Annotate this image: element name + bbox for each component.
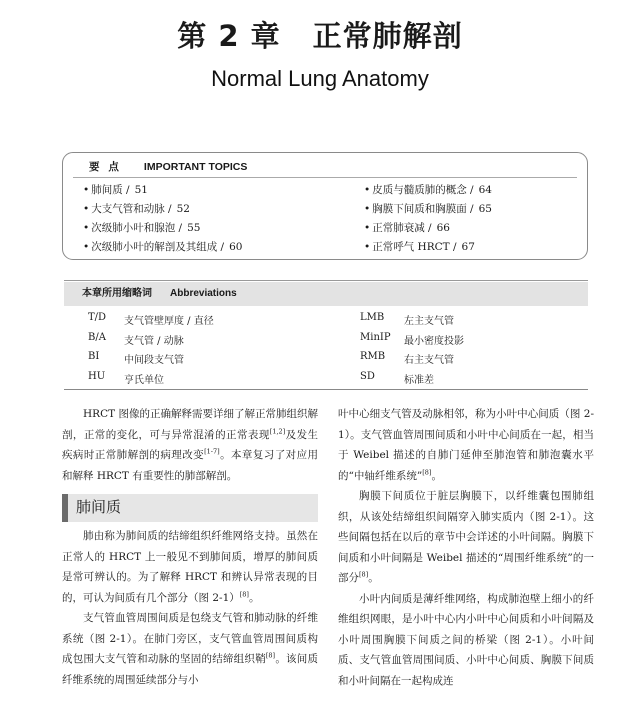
abbreviations-top-rule [64, 280, 588, 281]
topic-item: • 胸膜下间质和胸膜面 / 65 [364, 202, 492, 215]
abbreviations-heading-en: Abbreviations [170, 288, 237, 299]
body-paragraph: 胸膜下间质位于脏层胸膜下，以纤维囊包围肺组织，从该处结缔组织间隔穿入肺实质内（图 2-1）。这些间隔包括在以后的章节中会详述的小叶间隔。胸膜下间质和小叶间隔是 Weibel 描述的“周围纤维系统”的一部分[8]。 [338, 490, 594, 584]
body-left-column [62, 404, 318, 690]
topic-item: • 正常呼气 HRCT / 67 [364, 240, 475, 253]
body-paragraph-continued: 叶中心细支气管及动脉相邻，称为小叶中心间质（图 2-1）。支气管血管周围间质和小叶中心间质在一起，相当于 Weibel 描述的自肺门延伸至肺泡管和肺泡囊水平的“中轴纤维系统”[8]。 [338, 408, 594, 482]
section-heading: 肺间质 [62, 494, 318, 522]
intro-paragraph: HRCT 图像的正确解释需要详细了解正常肺组织解剖，正常的变化，可与异常混淆的正常表现[1,2]及发生疾病时正常肺解剖的病理改变[1-7]。本章复习了对应用和解释 HRCT 有重要性的肺部解剖。 [62, 408, 319, 482]
body-right-column [338, 404, 594, 691]
topics-left-column [83, 180, 242, 256]
topic-item: • 次级肺小叶和腺泡 / 55 [83, 221, 201, 234]
important-topics-box [62, 152, 588, 260]
body-paragraph: 小叶内间质是薄纤维网络，构成肺泡壁上细小的纤维组织网眼，是小叶中心内小叶中心间质和小叶间隔及小叶周围胸膜下间质之间的桥梁（图 2-1）。小叶间质、支气管血管周围间质、小叶中心间质、胸膜下间质和小叶间隔在一起构成连 [338, 592, 594, 687]
topics-heading [73, 159, 577, 176]
abbreviations-heading-zh: 本章所用缩略词 [82, 288, 152, 299]
topics-heading-en: IMPORTANT TOPICS [143, 161, 248, 173]
chapter-number: 第 2 章 [177, 19, 281, 53]
body-paragraph: 肺由称为肺间质的结缔组织纤维网络支持。虽然在正常人的 HRCT 上一般见不到肺间质，增厚的肺间质是常可辨认的。为了解释 HRCT 和辨认异常表现的目的，可认为间质有几个部分（图 2-1）[8]。 [62, 530, 318, 604]
abbreviations-table [64, 309, 588, 387]
abbreviations-bottom-rule [64, 389, 588, 390]
topic-item: • 大支气管和动脉 / 52 [83, 202, 190, 215]
abbreviation-row: BI 中间段支气管 RMB 右主支气管 [88, 351, 454, 366]
abbreviation-row: T/D 支气管壁厚度 / 直径 LMB 左主支气管 [88, 312, 454, 327]
abbreviations-heading [64, 282, 588, 306]
topic-item: • 次级肺小叶的解剖及其组成 / 60 [83, 240, 243, 253]
topics-right-column [364, 180, 492, 256]
chapter-title-en: Normal Lung Anatomy [211, 66, 429, 91]
abbreviation-row: B/A 支气管 / 动脉 MinIP 最小密度投影 [88, 331, 464, 347]
chapter-title-text: 正常肺解剖 [312, 19, 463, 53]
topic-item: • 肺间质 / 51 [83, 183, 148, 196]
topics-heading-zh: 要 点 [89, 161, 122, 173]
body-paragraph: 支气管血管周围间质是包绕支气管和肺动脉的纤维系统（图 2-1）。在肺门旁区，支气管血管周围间质构成包围大支气管和动脉的坚固的结缔组织鞘[8]。该间质纤维系统的周围延续部分与小 [62, 612, 319, 686]
topic-item: • 正常肺衰减 / 66 [364, 221, 450, 234]
chapter-title-zh [0, 14, 640, 55]
topic-item: • 皮质与髓质肺的概念 / 64 [364, 183, 492, 196]
topics-divider [73, 177, 577, 178]
abbreviation-row: HU 亨氏单位 SD 标准差 [88, 370, 434, 386]
